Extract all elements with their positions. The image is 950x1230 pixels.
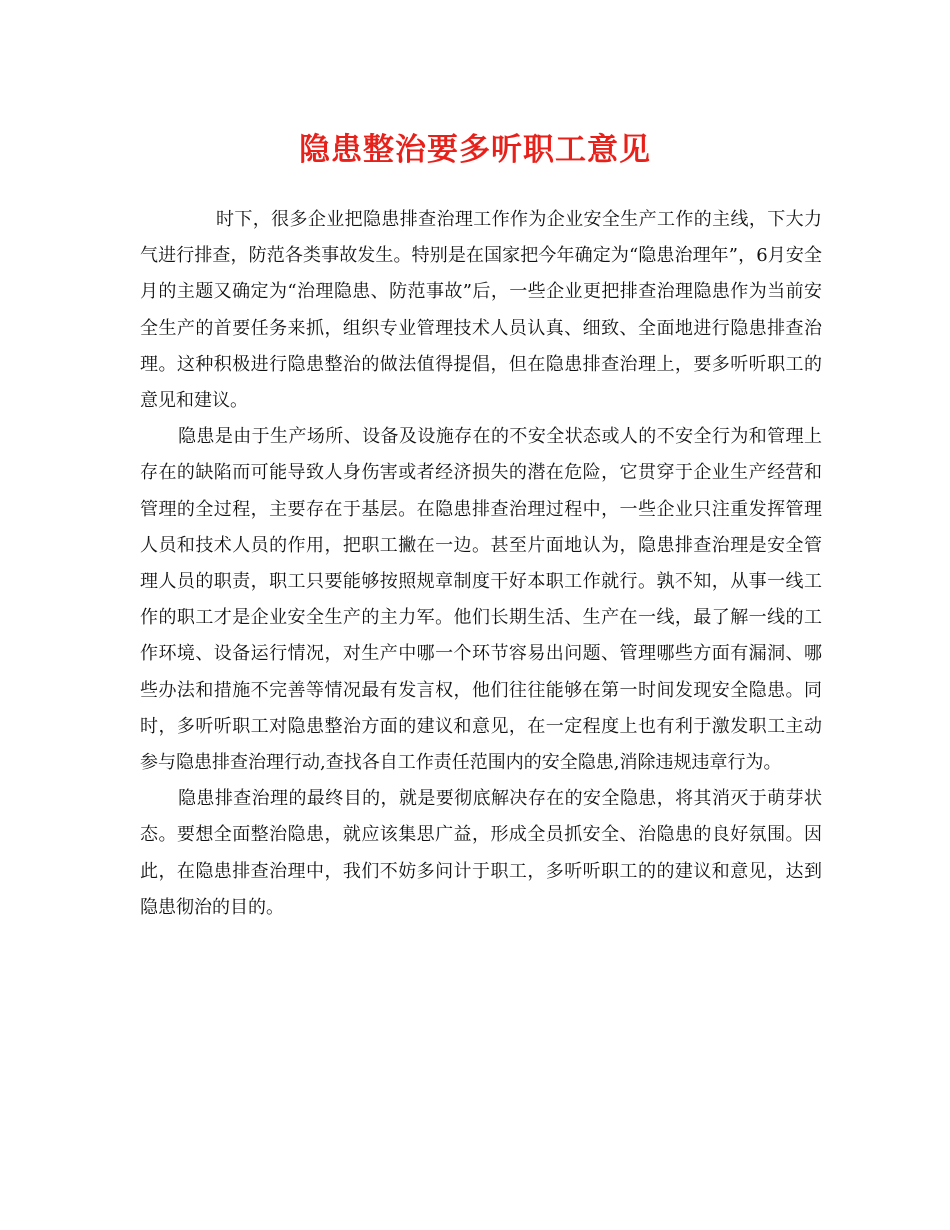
paragraph-1: 时下，很多企业把隐患排查治理工作作为企业安全生产工作的主线，下大力气进行排查，防范各类事故发生。特别是在国家把今年确定为“隐患治理年”，6月安全月的主题又确定为“治理隐患、防范事故”后，一些企业更把排查治理隐患作为当前安全生产的首要任务来抓，组织专业管理技术人员认真、细致、全面地进行隐患排查治理。这种积极进行隐患整治的做法值得提倡，但在隐患排查治理上，要多听听职工的意见和建议。 [140, 209, 822, 412]
document-title: 隐患整治要多听职工意见 [299, 132, 651, 168]
document-body [140, 202, 822, 926]
paragraph-2: 隐患是由于生产场所、设备及设施存在的不安全状态或人的不安全行为和管理上存在的缺陷而可能导致人身伤害或者经济损失的潜在危险，它贯穿于企业生产经营和管理的全过程，主要存在于基层。在隐患排查治理过程中，一些企业只注重发挥管理人员和技术人员的作用，把职工撇在一边。甚至片面地认为，隐患排查治理是安全管理人员的职责，职工只要能够按照规章制度干好本职工作就行。孰不知，从事一线工作的职工才是企业安全生产的主力军。他们长期生活、生产在一线，最了解一线的工作环境、设备运行情况，对生产中哪一个环节容易出问题、管理哪些方面有漏洞、哪些办法和措施不完善等情况最有发言权，他们往往能够在第一时间发现安全隐患。同时，多听听职工对隐患整治方面的建议和意见，在一定程度上也有利于激发职工主动参与隐患排查治理行动,查找各自工作责任范围内的安全隐患,消除违规违章行为。 [140, 426, 822, 774]
paragraph-3: 隐患排查治理的最终目的，就是要彻底解决存在的安全隐患，将其消灭于萌芽状态。要想全面整治隐患，就应该集思广益，形成全员抓安全、治隐患的良好氛围。因此，在隐患排查治理中，我们不妨多问计于职工，多听听职工的的建议和意见，达到隐患彻治的目的。 [140, 788, 822, 918]
